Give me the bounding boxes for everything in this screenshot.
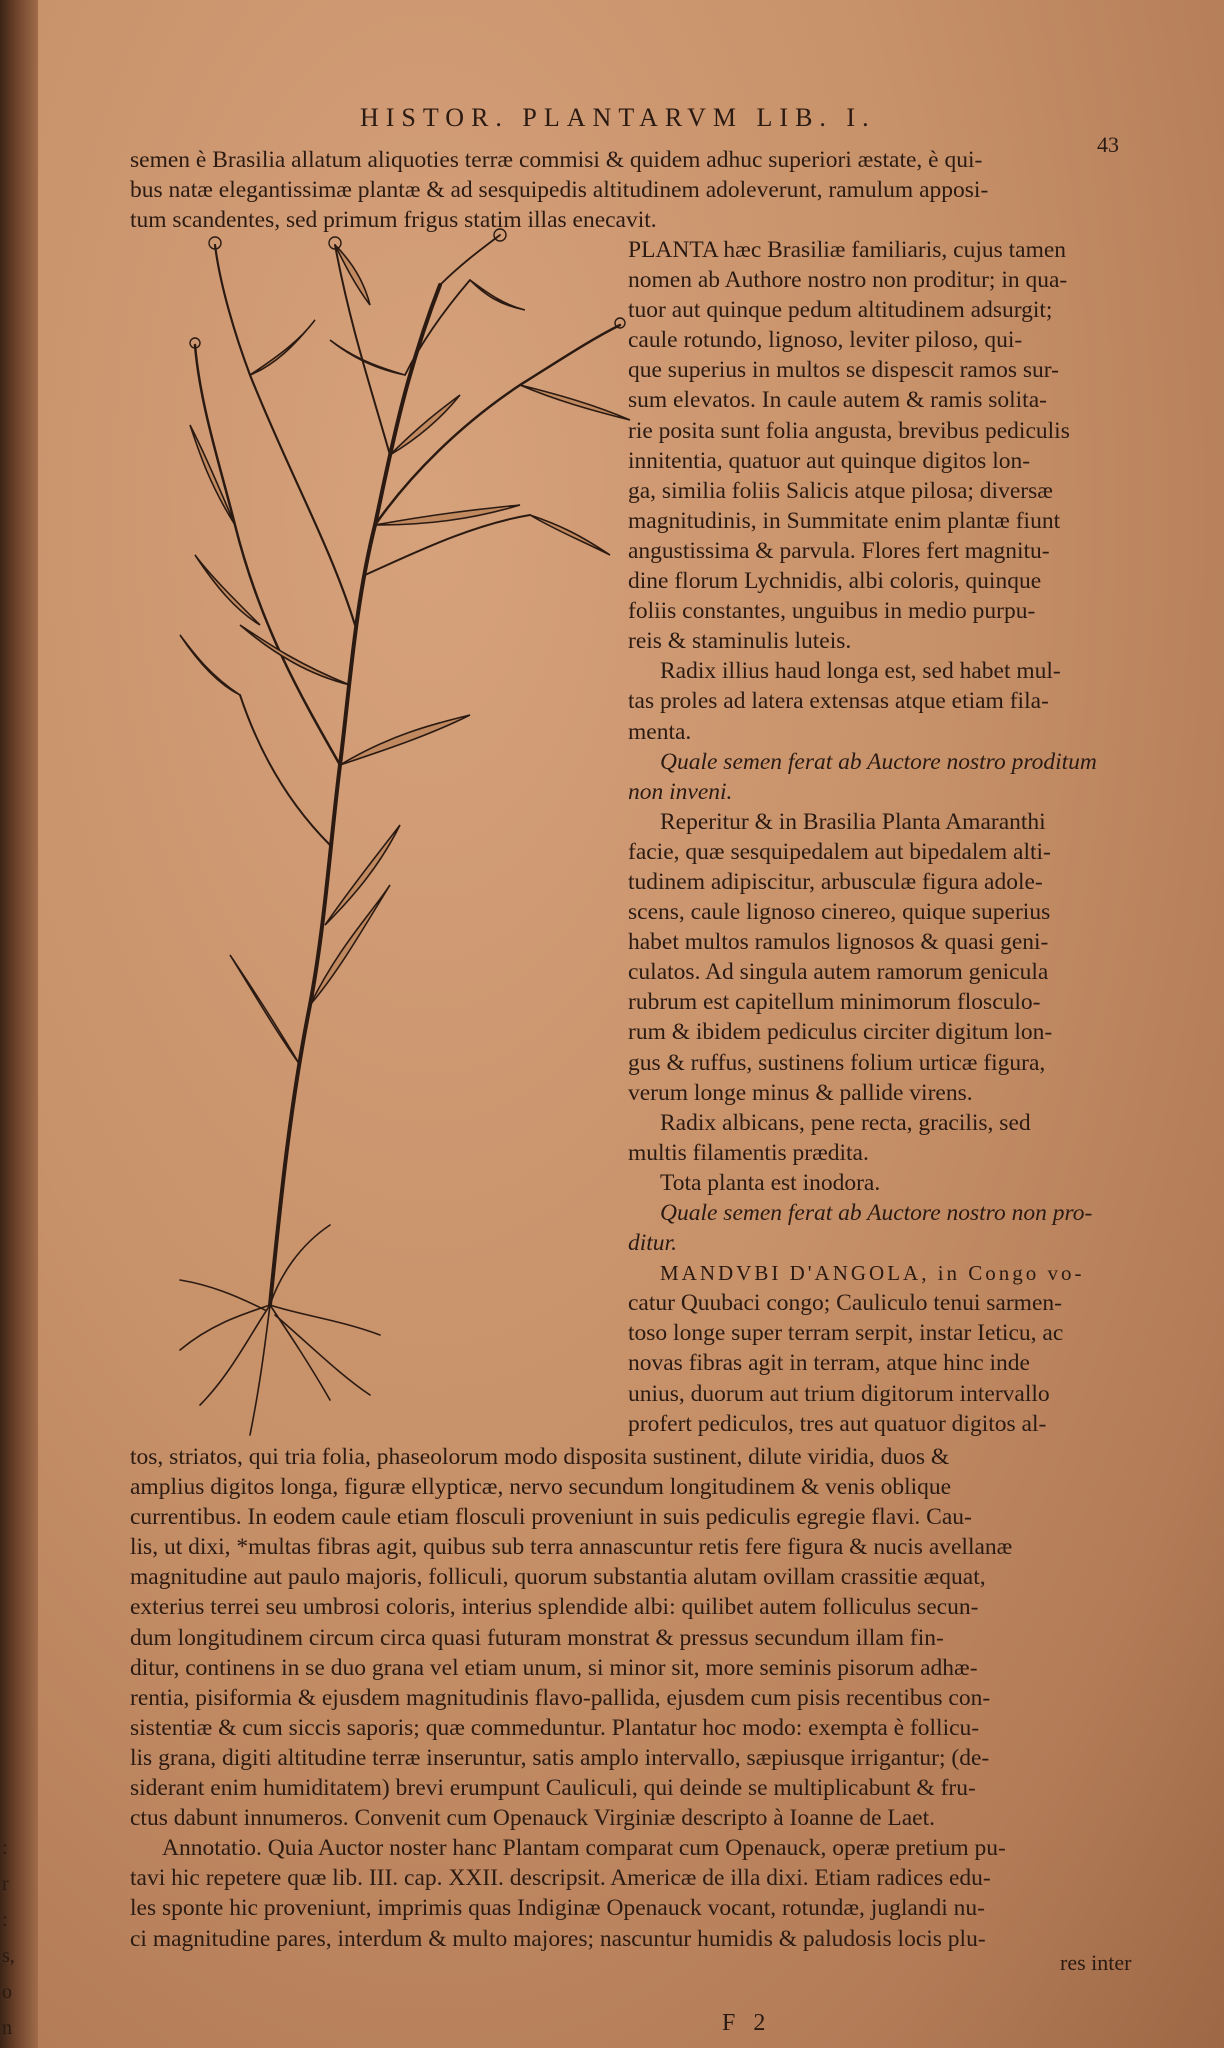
text-line: semen è Brasilia allatum aliquoties terræ commisi & quidem adhuc superiori æstate, è qui-	[130, 147, 983, 173]
text-line: currentibus. In eodem caule etiam flosculi proveniunt in suis pediculis egregie flavi. Cau-	[130, 1504, 972, 1531]
text-line: exterius terrei seu umbrosi coloris, interius splendide albi: quilibet autem folliculus secun-	[130, 1594, 979, 1621]
signature-mark: F 2	[722, 2010, 772, 2036]
text-line: Radix illius haud longa est, sed habet mul-	[660, 658, 1061, 685]
text-line: sum elevatos. In caule autem & ramis solita-	[628, 387, 1047, 414]
text-line: catur Quubaci congo; Cauliculo tenui sarmen-	[628, 1290, 1062, 1317]
text-line: tum scandentes, sed primum frigus statim illas enecavit.	[130, 207, 657, 234]
text-line: nomen ab Authore nostro non proditur; in qua-	[628, 267, 1068, 294]
text-line: ditur.	[628, 1230, 677, 1257]
text-line: gus & ruffus, sustinens folium urticæ figura,	[628, 1049, 1046, 1076]
text-line: lis, ut dixi, *multas fibras agit, quibus sub terra annascuntur retis fere figura & nucis avellanæ	[130, 1534, 1013, 1561]
text-line: verum longe minus & pallide virens.	[628, 1079, 973, 1106]
gutter-text-fragments	[2, 1830, 26, 2046]
text-line: reis & staminulis luteis.	[628, 628, 852, 655]
text-line: ditur, continens in se duo grana vel etiam unum, si minor sit, more seminis pisorum adhæ-	[130, 1654, 978, 1681]
text-line: Reperitur & in Brasilia Planta Amaranthi	[660, 808, 1046, 835]
text-line: dum longitudinem circum circa quasi futuram monstrat & pressus secundum illam fin-	[130, 1624, 944, 1651]
text-line: Quale semen ferat ab Auctore nostro non pro-	[660, 1200, 1093, 1226]
bottom-paragraph	[130, 1442, 1012, 1954]
text-line: que superius in multos se dispescit ramos sur-	[628, 357, 1059, 384]
text-line: Radix albicans, pene recta, gracilis, sed	[660, 1109, 1031, 1136]
text-line: habet multos ramulos lignosos & quasi geni-	[628, 929, 1049, 956]
text-line: angustissima & parvula. Flores fert magnitu-	[628, 537, 1050, 564]
text-line: rum & ibidem pediculus circiter digitum lon-	[628, 1019, 1053, 1046]
text-line: novas fibras agit in terram, atque hinc inde	[628, 1350, 1030, 1377]
gutter-fragment: :	[2, 1837, 8, 1859]
text-line: rubrum est capitellum minimorum flosculo-	[628, 989, 1041, 1016]
book-gutter	[0, 0, 38, 2048]
text-line: tavi hic repetere quæ lib. III. cap. XXII. descripsit. Americæ de illa dixi. Etiam radices edu-	[130, 1865, 991, 1892]
text-line: foliis constantes, unguibus in medio purpu-	[628, 598, 1036, 625]
text-line: profert pediculos, tres aut quatuor digitos al-	[628, 1410, 1047, 1437]
text-line: culatos. Ad singula autem ramorum genicula	[628, 959, 1049, 986]
text-line: caule rotundo, lignoso, leviter piloso, qui-	[628, 327, 1023, 354]
gutter-fragment: n	[2, 2017, 12, 2039]
text-line: bus natæ elegantissimæ plantæ & ad sesquipedis altitudinem adoleverunt, ramulum apposi-	[130, 177, 989, 204]
text-line: amplius digitos longa, figuræ ellypticæ, nervo secundum longitudinem & venis oblique	[130, 1474, 952, 1501]
text-line: Quale semen ferat ab Auctore nostro proditum	[660, 748, 1097, 775]
text-line: Tota planta est inodora.	[660, 1169, 881, 1196]
text-line: tos, striatos, qui tria folia, phaseolorum modo disposita sustinent, dilute viridia, duos &	[130, 1444, 950, 1470]
text-line: sistentiæ & cum siccis saporis; quæ commeduntur. Plantatur hoc modo: exempta è follicu-	[130, 1714, 980, 1741]
text-line: magnitudinis, in Summitate enim plantæ fiunt	[628, 507, 1061, 534]
text-line: Annotatio. Quia Auctor noster hanc Plantam comparat cum Openauck, operæ pretium pu-	[162, 1835, 1006, 1862]
text-line: PLANTA hæc Brasiliæ familiaris, cujus tamen	[628, 237, 1067, 263]
text-line: multis filamentis prædita.	[628, 1139, 869, 1166]
gutter-fragment: s,	[2, 1945, 15, 1967]
gutter-fragment: r	[2, 1873, 9, 1895]
text-line: tas proles ad latera extensas atque etiam fila-	[628, 688, 1049, 715]
plant-illustration	[140, 225, 640, 1455]
text-line: magnitudine aut paulo majoris, folliculi, quorum substantia alutam ovillam crassitie æquat,	[130, 1564, 986, 1591]
top-paragraph	[130, 145, 988, 235]
text-line: ci magnitudine pares, interdum & multo majores; nascuntur humidis & paludosis locis plu-	[130, 1925, 986, 1952]
text-line: les sponte hic proveniunt, imprimis quas Indiginæ Openauck vocant, rotundæ, juglandi nu-	[130, 1895, 986, 1922]
text-line: facie, quæ sesquipedalem aut bipedalem alti-	[628, 838, 1051, 865]
text-line: unius, duorum aut trium digitorum intervallo	[628, 1380, 1050, 1407]
text-line: ctus dabunt innumeros. Convenit cum Openauck Virginiæ descripto à Ioanne de Laet.	[130, 1805, 936, 1832]
right-column-text	[628, 235, 1097, 1439]
text-line: siderant enim humiditatem) brevi erumpunt Cauliculi, qui deinde se multiplicabunt & fru-	[130, 1775, 976, 1802]
text-line: menta.	[628, 718, 692, 745]
text-line: tudinem adipiscitur, arbusculæ figura adole-	[628, 868, 1043, 895]
text-line: lis grana, digiti altitudine terræ inseruntur, satis amplo intervallo, sæpiusque irrigantur; (de-	[130, 1744, 990, 1771]
gutter-fragment: o	[2, 1981, 12, 2003]
text-line: rie posita sunt folia angusta, brevibus pediculis	[628, 417, 1070, 444]
text-line: MANDVBI D'ANGOLA, in Congo vo-	[660, 1261, 1085, 1286]
text-line: scens, caule lignoso cinereo, quique superius	[628, 899, 1051, 926]
page-number: 43	[1097, 132, 1119, 157]
text-line: toso longe super terram serpit, instar Ieticu, ac	[628, 1320, 1064, 1347]
text-line: non inveni.	[628, 778, 733, 805]
text-line: tuor aut quinque pedum altitudinem adsurgit;	[628, 297, 1053, 324]
text-line: ga, similia foliis Salicis atque pilosa; diversæ	[628, 477, 1053, 504]
gutter-fragment: :	[2, 1909, 8, 1931]
text-line: innitentia, quatuor aut quinque digitos lon-	[628, 447, 1031, 474]
catchword: res inter	[1060, 1950, 1132, 1975]
running-head: HISTOR. PLANTARVM LIB. I.	[360, 103, 876, 132]
text-line: dine florum Lychnidis, albi coloris, quinque	[628, 568, 1042, 595]
text-line: rentia, pisiformia & ejusdem magnitudinis flavo-pallida, ejusdem cum pisis recentibus con-	[130, 1684, 991, 1711]
